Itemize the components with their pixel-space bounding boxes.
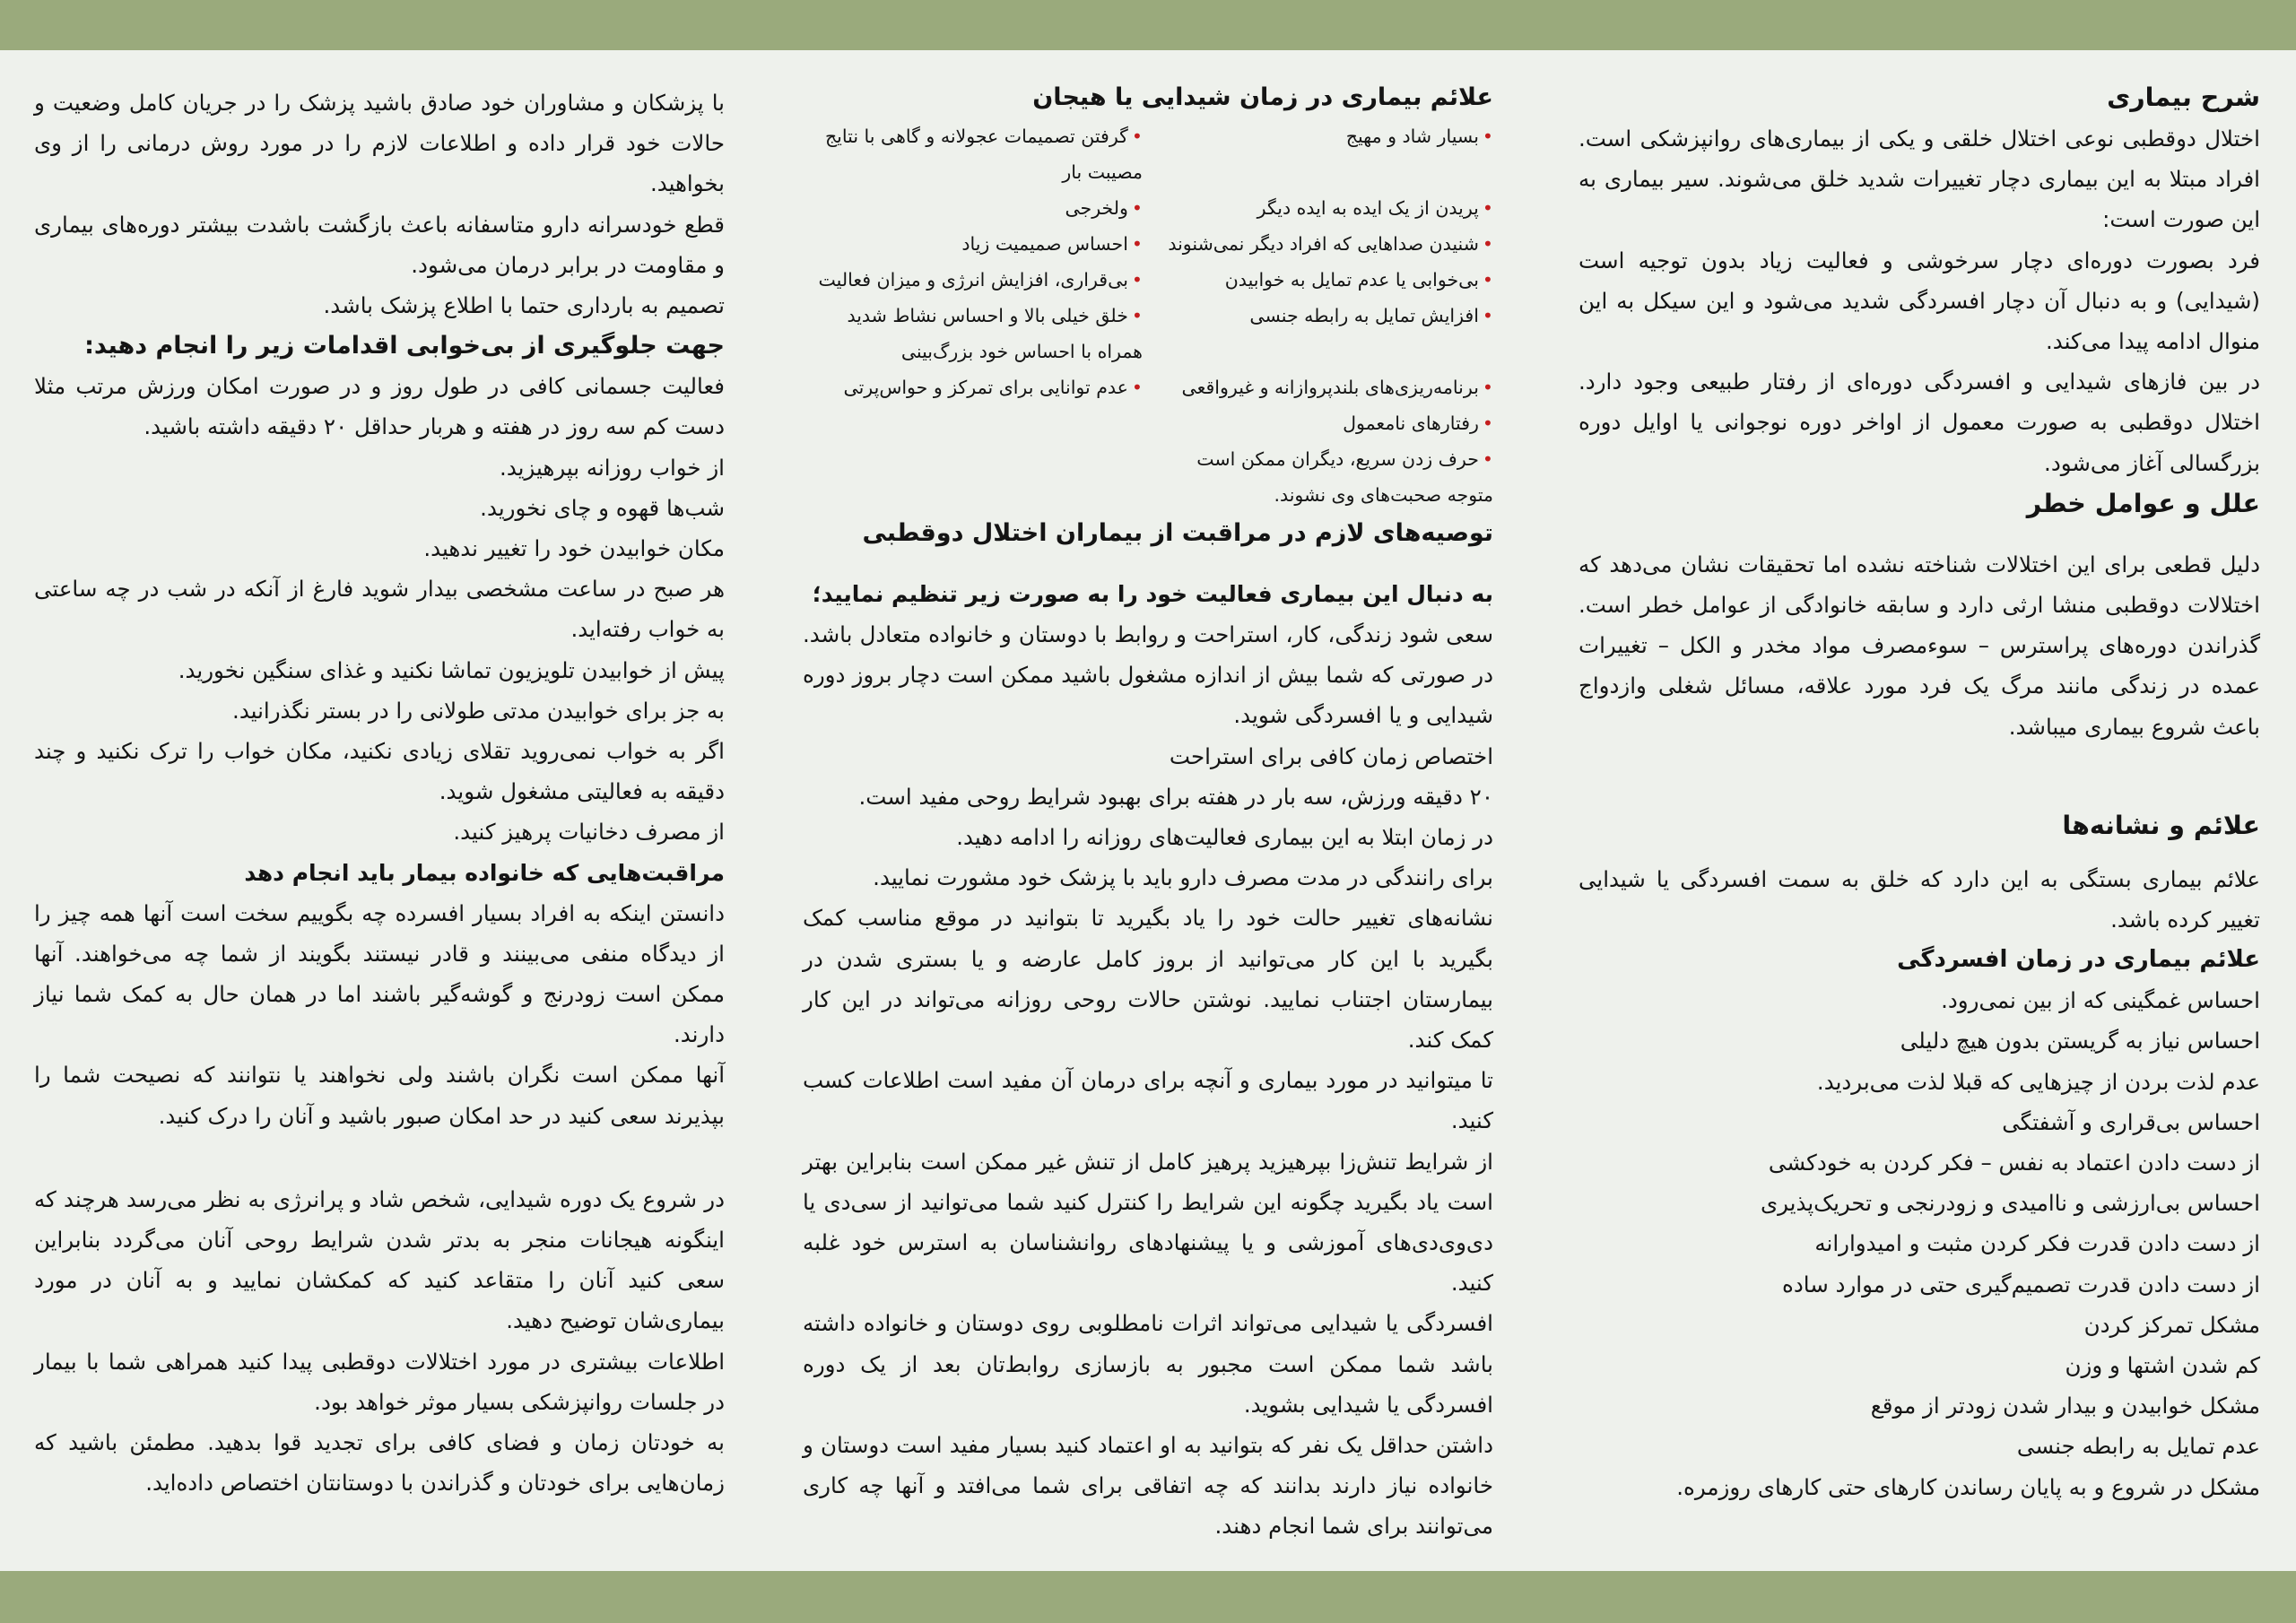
mania-item: • رفتارهای نامعمول <box>1153 405 1493 441</box>
family-paragraph: آنها ممکن است نگران باشند ولی نخواهند یا نتوانند که نصیحت شما را بپذیرند سعی کنید در حد امکان صبور باشید و آنان را درک کنید. <box>34 1062 725 1129</box>
heading-family: مراقبت‌هایی که خانواده بیمار باید انجام دهد <box>244 859 725 886</box>
depression-list <box>1578 980 2260 1507</box>
insomnia-item: فعالیت جسمانی کافی در طول روز و در صورت امکان ورزش مرتب مثلا دست کم سه روز در هفته و هربار حداقل ۲۰ دقیقه داشته باشید. <box>34 373 725 440</box>
list-item: کم شدن اشتها و وزن <box>2065 1352 2260 1379</box>
mania-item: • احساس صمیمیت زیاد <box>803 226 1143 262</box>
bottom-green-band <box>0 1571 2296 1623</box>
mania-item: • پریدن از یک ایده به ایده دیگر <box>1153 190 1493 226</box>
list-item: احساس بی‌ارزشی و ناامیدی و زودرنجی و تحریک‌پذیری <box>1760 1190 2260 1217</box>
insomnia-item: شب‌ها قهوه و چای نخورید. <box>480 494 725 521</box>
column-left <box>34 82 725 1504</box>
mania-item: • گرفتن تصمیمات عجولانه و گاهی با نتایج مصیبت بار <box>803 118 1143 190</box>
paragraph-description-3: در بین فازهای شیدایی و افسردگی دوره‌ای از رفتار طبیعی وجود دارد. اختلال دوقطبی به صورت معمول از اواخر دوره نوجوانی یا اوایل دوره بزرگسالی آغاز می‌شود. <box>1578 369 2260 476</box>
insomnia-item: مکان خوابیدن خود را تغییر ندهید. <box>423 535 725 562</box>
list-item: عدم لذت بردن از چیزهایی که قبلا لذت می‌بردید. <box>1816 1068 2260 1095</box>
paragraph-description-2: فرد بصورت دوره‌ای دچار سرخوشی و فعالیت زیاد بدون توجیه است (شیدایی) و به دنبال آن دچار افسردگی شدید می‌شود و این سیکل به این منوال ادامه پیدا می‌کند. <box>1578 247 2260 355</box>
paragraph-self-stop: قطع خودسرانه دارو متاسفانه باعث بازگشت باشدت بیشتر دوره‌های بیماری و مقاومت در برابر درمان می‌شود. <box>34 211 725 278</box>
heading-causes: علل و عوامل خطر <box>2026 488 2260 518</box>
insomnia-item: پیش از خوابیدن تلویزیون تماشا نکنید و غذای سنگین نخورید. <box>178 656 725 683</box>
mania-item: • بی‌قراری، افزایش انرژی و میزان فعالیت <box>803 262 1143 298</box>
heading-care: توصیه‌های لازم در مراقبت از بیماران اختلال دوقطبی <box>862 519 1493 547</box>
care-paragraph: نشانه‌های تغییر حالت خود را یاد بگیرید تا بتوانید در موقع مناسب کمک بگیرید با این کار می‌توانید از بروز کامل عارضه و یا بستری شدن در بیمارستان اجتناب نمایید. نوشتن حالات روحی روزانه می‌تواند در این کار کمک کند. <box>803 905 1493 1054</box>
list-item: مشکل خوابیدن و بیدار شدن زودتر از موقع <box>1870 1393 2260 1419</box>
family-paragraph: به خودتان زمان و فضای کافی برای تجدید قوا بدهید. مطمئن باشید که زمان‌هایی برای خودتان و گذراندن با دوستانتان اختصاص داده‌اید. <box>34 1429 725 1497</box>
paragraph-intro: با پزشکان و مشاوران خود صادق باشید پزشک را در جریان کامل وضعیت و حالات خود قرار داده و اطلاعات لازم را در مورد روش درمانی را از وی بخواهید. <box>34 90 725 197</box>
insomnia-item: به جز برای خوابیدن مدتی طولانی را در بستر نگذرانید. <box>232 697 725 724</box>
family-paragraph: اطلاعات بیشتری در مورد اختلالات دوقطبی پیدا کنید همراهی شما با بیمار در جلسات روانپزشکی بسیار موثر خواهد بود. <box>34 1348 725 1415</box>
mania-item: • بسیار شاد و مهیج <box>1153 118 1493 190</box>
heading-signs: علائم و نشانه‌ها <box>2062 810 2260 840</box>
list-item: احساس نیاز به گریستن بدون هیچ دلیلی <box>1900 1028 2260 1055</box>
care-paragraph: افسردگی یا شیدایی می‌تواند اثرات نامطلوبی روی دوستان و خانواده داشته باشد شما ممکن است مجبور به بازسازی روابط‌تان بعد از یک دوره افسردگی یا شیدایی بشوید. <box>803 1310 1493 1418</box>
heading-mania: علائم بیماری در زمان شیدایی یا هیجان <box>1032 83 1493 111</box>
subheading-care: به دنبال این بیماری فعالیت خود را به صورت زیر تنظیم نمایید؛ <box>812 581 1493 607</box>
mania-item: • عدم توانایی برای تمرکز و حواس‌پرتی <box>803 369 1143 405</box>
mania-item: • ولخرجی <box>803 190 1143 226</box>
list-item: از دست دادن اعتماد به نفس – فکر کردن به خودکشی <box>1768 1150 2260 1176</box>
insomnia-item: هر صبح در ساعت مشخصی بیدار شوید فارغ از آنکه در شب در چه ساعتی به خواب رفته‌اید. <box>34 576 725 643</box>
insomnia-item: از خواب روزانه بپرهیزید. <box>500 454 725 481</box>
heading-insomnia: جهت جلوگیری از بی‌خوابی اقدامات زیر را انجام دهید: <box>84 332 725 360</box>
mania-item: • خلق خیلی بالا و احساس نشاط شدید همراه با احساس خود بزرگ‌بینی <box>803 298 1143 369</box>
list-item: مشکل تمرکز کردن <box>2083 1311 2260 1338</box>
care-paragraph: از شرایط تنش‌زا بپرهیزید پرهیز کامل از تنش غیر ممکن است بنابراین بهتر است یاد بگیرید چگونه این شرایط را کنترل کنید شما می‌توانید از سی‌دی یا دی‌وی‌دی‌های آموزشی و یا پیشنهادهای روانشناسان به استرس خود غلبه کنید. <box>803 1148 1493 1297</box>
insomnia-item: اگر به خواب نمی‌روید تقلای زیادی نکنید، مکان خواب را ترک نکنید و چند دقیقه به فعالیتی مشغول شوید. <box>34 738 725 805</box>
mania-item: • حرف زدن سریع، دیگران ممکن است متوجه صحبت‌های وی نشوند. <box>1153 441 1493 513</box>
insomnia-item: از مصرف دخانیات پرهیز کنید. <box>453 819 725 846</box>
paragraph-signs: علائم بیماری بستگی به این دارد که خلق به سمت افسردگی یا شیدایی تغییر کرده باشد. <box>1578 865 2260 933</box>
mania-list <box>803 118 1493 513</box>
heading-description: شرح بیماری <box>2107 82 2260 112</box>
care-paragraph: داشتن حداقل یک نفر که بتوانید به او اعتماد کنید بسیار مفید است دوستان و خانواده نیاز دارند بدانند که چه اتفاقی برای شما می‌افتد و آنها چه کاری می‌توانند برای شما انجام دهند. <box>803 1432 1493 1540</box>
list-item: عدم تمایل به رابطه جنسی <box>2016 1433 2260 1460</box>
care-paragraph: اختصاص زمان کافی برای استراحت <box>1169 742 1493 769</box>
care-paragraph: سعی شود زندگی، کار، استراحت و روابط با دوستان و خانواده متعادل باشد. در صورتی که شما بیش از اندازه مشغول باشید ممکن است دچار بروز دوره شیدایی و یا افسردگی شوید. <box>803 621 1493 729</box>
mania-item: • بی‌خوابی یا عدم تمایل به خوابیدن <box>1153 262 1493 298</box>
mania-item: • برنامه‌ریزی‌های بلندپروازانه و غیرواقعی <box>1153 369 1493 405</box>
list-item: احساس غمگینی که از بین نمی‌رود. <box>1941 987 2260 1014</box>
list-item: از دست دادن قدرت فکر کردن مثبت و امیدوارانه <box>1814 1230 2260 1257</box>
care-paragraph: ۲۰ دقیقه ورزش، سه بار در هفته برای بهبود شرایط روحی مفید است. <box>858 783 1493 810</box>
family-paragraph: دانستن اینکه به افراد بسیار افسرده چه بگوییم سخت است آنها همه چیز را از دیدگاه منفی می‌بینند و قادر نیستند بگویند از شما چه می‌خواهند. آنها ممکن است زودرنج و گوشه‌گیر باشند اما در همان حال به کمک شما نیاز دارند. <box>34 899 725 1048</box>
care-paragraph: برای رانندگی در مدت مصرف دارو باید با پزشک خود مشورت نمایید. <box>873 864 1493 891</box>
top-green-band <box>0 0 2296 50</box>
subheading-depression: علائم بیماری در زمان افسردگی <box>1897 946 2260 974</box>
column-right <box>1578 77 2260 1507</box>
paragraph-causes: دلیل قطعی برای این اختلالات شناخته نشده اما تحقیقات نشان می‌دهد که اختلالات دوقطبی منشا ارثی دارد و سابقه خانوادگی از عوامل خطر است. گذراندن دوره‌های پراسترس – سوءمصرف مواد مخدر و الکل – تغییرات عمده در زندگی مانند مرگ یک فرد مورد علاقه، مسائل شغلی وازدواج باعث شروع بیماری میباشد. <box>1578 551 2260 740</box>
list-item: از دست دادن قدرت تصمیم‌گیری حتی در موارد ساده <box>1782 1271 2260 1298</box>
care-paragraph: تا میتوانید در مورد بیماری و آنچه برای درمان آن مفید است اطلاعات کسب کنید. <box>803 1067 1493 1134</box>
mania-item: • افزایش تمایل به رابطه جنسی <box>1153 298 1493 369</box>
list-item: مشکل در شروع و به پایان رساندن کارهای حتی کارهای روزمره. <box>1676 1473 2260 1500</box>
column-middle <box>803 77 1493 1547</box>
list-item: احساس بی‌قراری و آشفتگی <box>2002 1108 2260 1135</box>
care-paragraph: در زمان ابتلا به این بیماری فعالیت‌های روزانه را ادامه دهید. <box>956 824 1493 851</box>
paragraph-description-1: اختلال دوقطبی نوعی اختلال خلقی و یکی از بیماری‌های روانپزشکی است. افراد مبتلا به این بیماری دچار تغییرات شدید خلق می‌شوند. سیر بیماری به این صورت است: <box>1578 126 2260 233</box>
paragraph-pregnancy: تصمیم به بارداری حتما با اطلاع پزشک باشد. <box>323 292 725 319</box>
mania-item: • شنیدن صداهایی که افراد دیگر نمی‌شنوند <box>1153 226 1493 262</box>
family-paragraph: در شروع یک دوره شیدایی، شخص شاد و پرانرژی به نظر می‌رسد هرچند که اینگونه هیجانات منجر به بدتر شدن شرایط روحی آنان می‌گردد بنابراین سعی کنید آنان را متقاعد کنید که کمکشان نمایید و به آنان در مورد بیماری‌شان توضیح دهید. <box>34 1185 725 1334</box>
